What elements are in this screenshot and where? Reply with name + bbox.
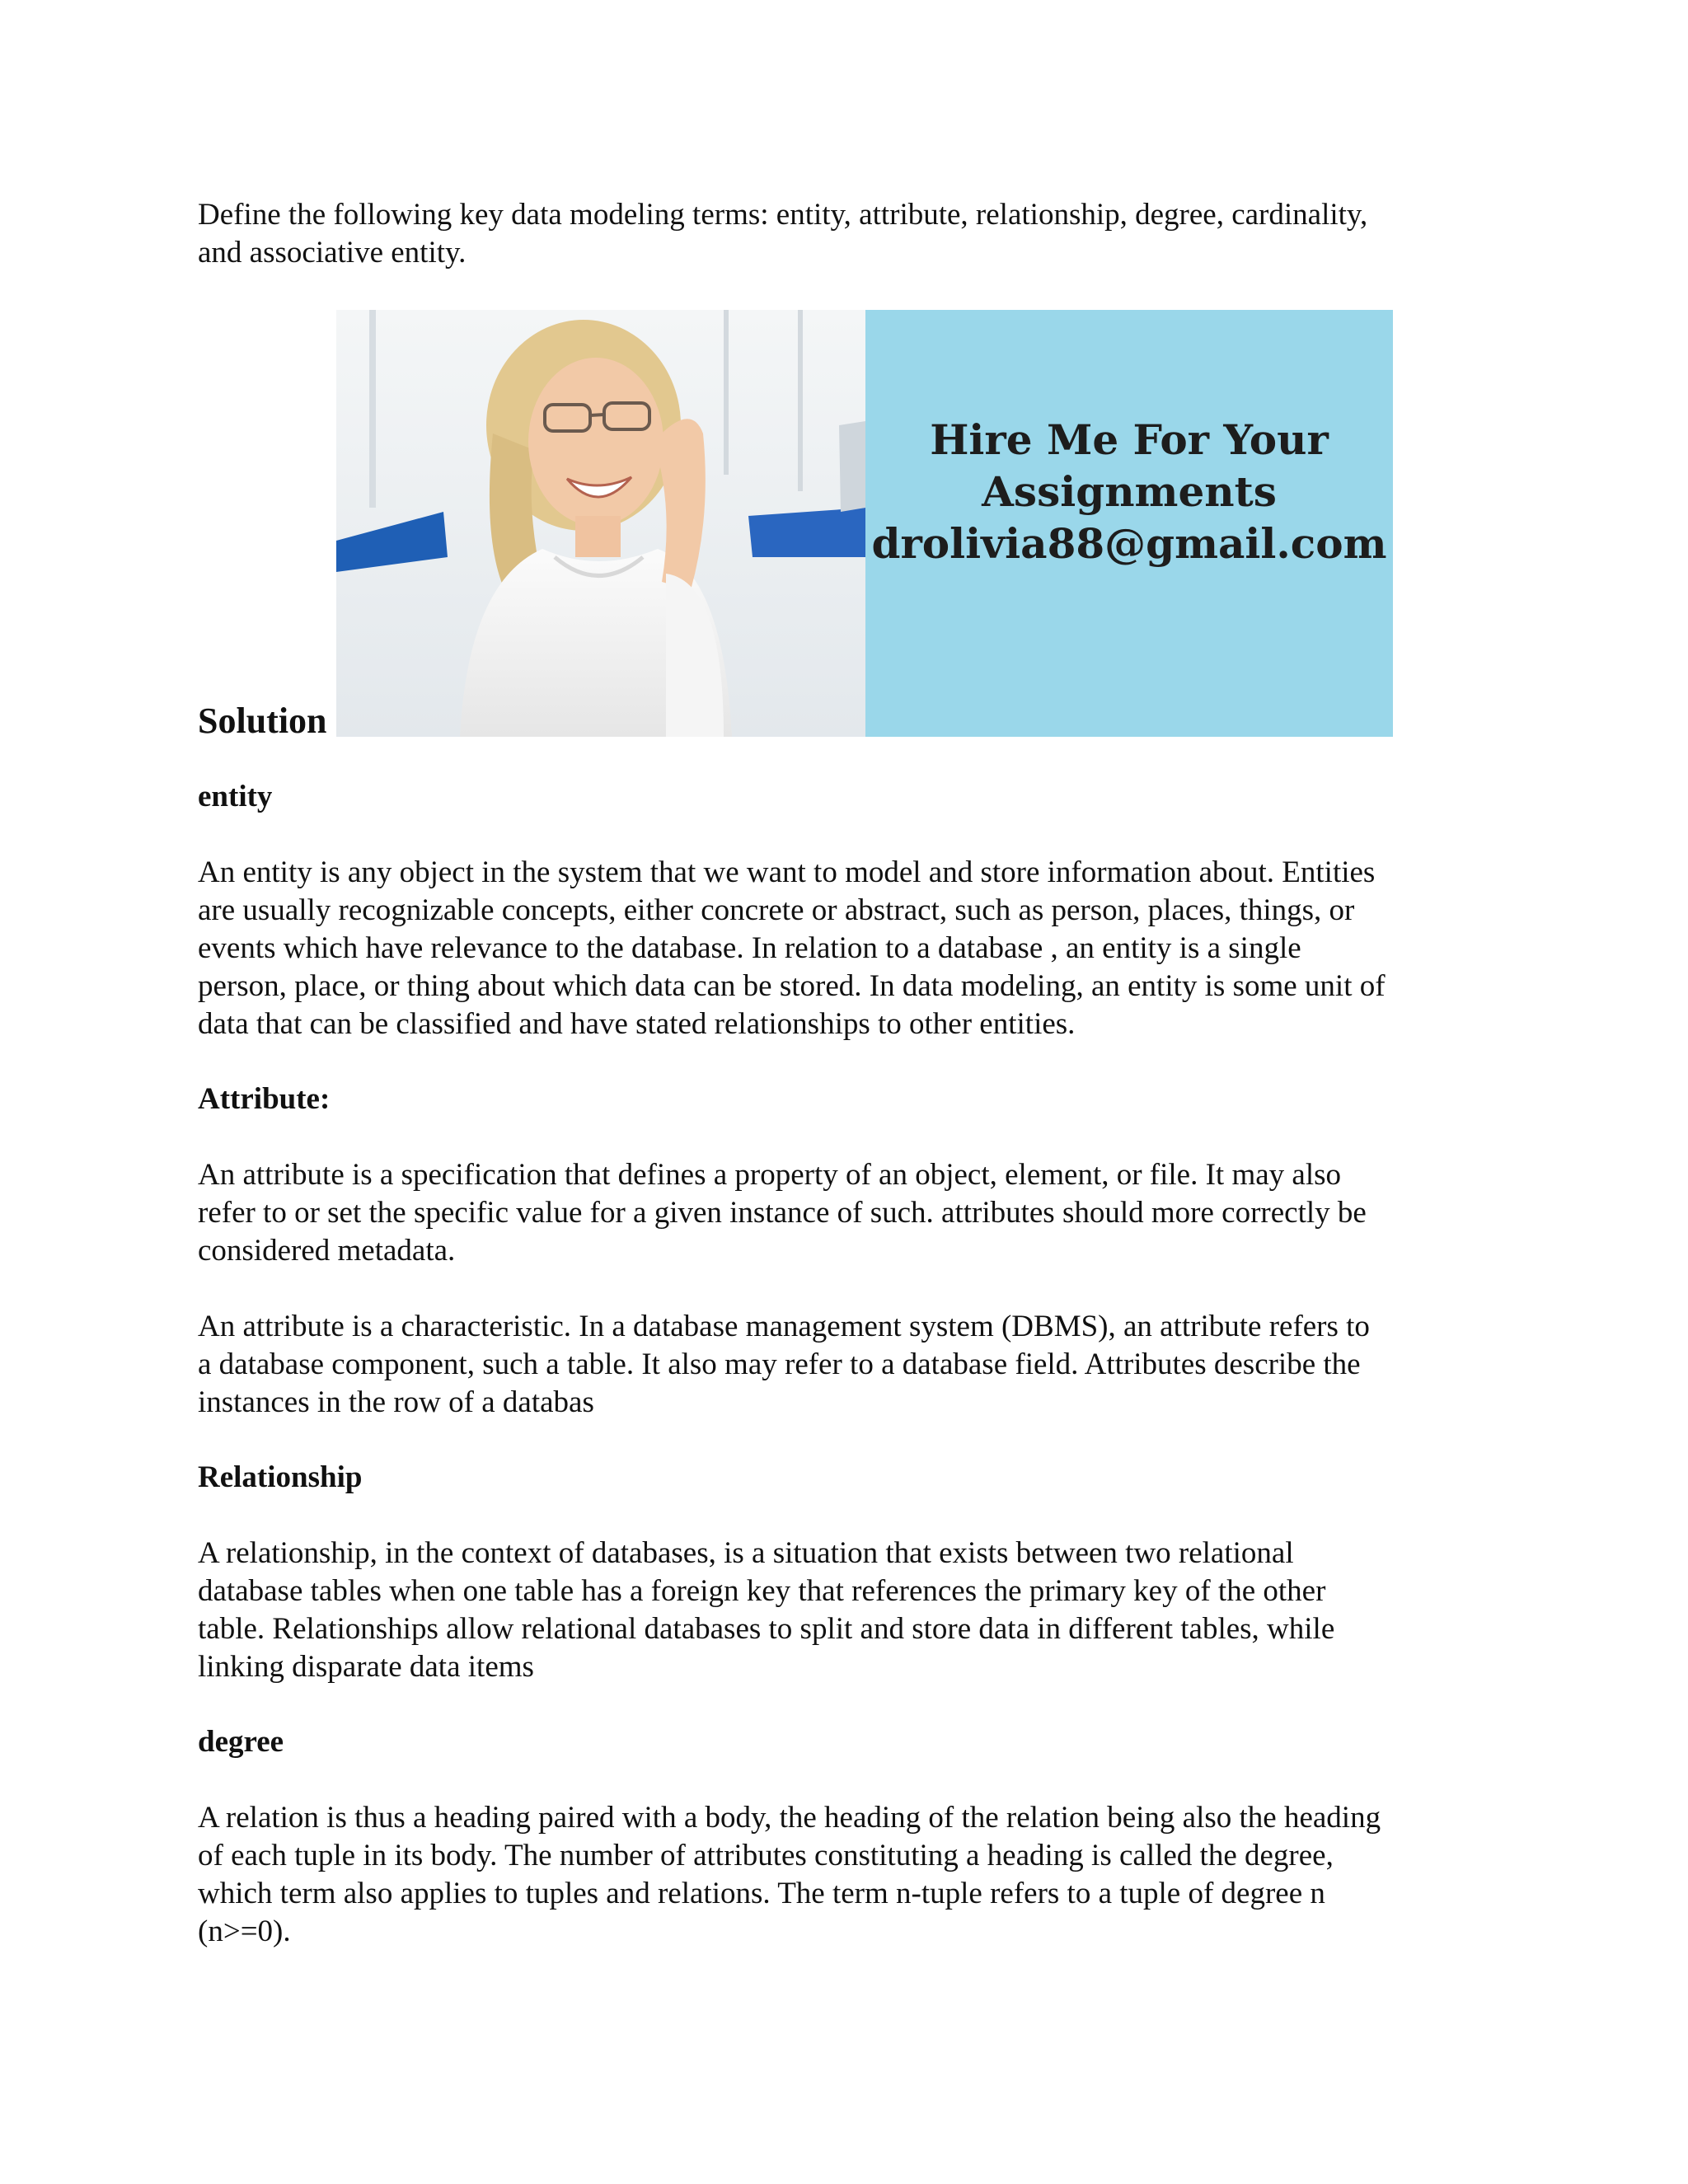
- text-line: and associative entity.: [198, 236, 467, 269]
- text-line: a database component, such a table. It also may refer to a database field. Attributes describe the: [198, 1347, 1361, 1381]
- text-line: table. Relationships allow relational databases to split and store data in different tables, while: [198, 1612, 1335, 1646]
- text-line: are usually recognizable concepts, either concrete or abstract, such as person, places, things, or: [198, 893, 1355, 927]
- text-line: considered metadata.: [198, 1234, 456, 1268]
- paragraph: [198, 1156, 1517, 1270]
- question-text: [198, 196, 1517, 272]
- advert-line: Hire Me For Your: [930, 415, 1329, 464]
- text-line: linking disparate data items: [198, 1650, 534, 1684]
- text-line: Define the following key data modeling terms: entity, attribute, relationship, degree, cardinality,: [198, 198, 1368, 232]
- text-line: person, place, or thing about which data can be stored. In data modeling, an entity is some unit of: [198, 969, 1386, 1003]
- solution-heading: Solution: [198, 701, 327, 741]
- text-line: A relation is thus a heading paired with a body, the heading of the relation being also the heading: [198, 1801, 1381, 1835]
- text-line: (n>=0).: [198, 1915, 291, 1948]
- text-line: database tables when one table has a foreign key that references the primary key of the other: [198, 1574, 1326, 1608]
- text-line: which term also applies to tuples and relations. The term n-tuple refers to a tuple of degree n: [198, 1877, 1325, 1910]
- advert-email: drolivia88@gmail.com: [871, 519, 1387, 568]
- text-line: instances in the row of a databas: [198, 1385, 594, 1419]
- advert-line: Assignments: [982, 467, 1277, 516]
- paragraph: [198, 854, 1517, 1043]
- section-heading: degree: [198, 1725, 284, 1759]
- paragraph: [198, 1799, 1517, 1951]
- section-heading: Relationship: [198, 1460, 363, 1494]
- advert-text-panel: [865, 310, 1393, 737]
- advert-text: [865, 414, 1393, 569]
- text-line: An attribute is a characteristic. In a database management system (DBMS), an attribute refers to: [198, 1310, 1370, 1343]
- text-line: data that can be classified and have stated relationships to other entities.: [198, 1007, 1076, 1041]
- text-line: of each tuple in its body. The number of attributes constituting a heading is called the degree,: [198, 1839, 1334, 1872]
- advert-photo: [336, 310, 865, 737]
- advert-banner: [336, 310, 1393, 737]
- paragraph: [198, 1535, 1517, 1686]
- text-line: A relationship, in the context of databases, is a situation that exists between two relational: [198, 1536, 1294, 1570]
- paragraph: [198, 1308, 1517, 1422]
- section-heading: entity: [198, 780, 273, 813]
- text-line: refer to or set the specific value for a given instance of such. attributes should more correctly be: [198, 1196, 1367, 1230]
- text-line: events which have relevance to the database. In relation to a database , an entity is a single: [198, 931, 1301, 965]
- text-line: An entity is any object in the system that we want to model and store information about. Entities: [198, 855, 1376, 889]
- text-line: An attribute is a specification that defines a property of an object, element, or file. It may also: [198, 1158, 1342, 1192]
- section-heading: Attribute:: [198, 1082, 331, 1116]
